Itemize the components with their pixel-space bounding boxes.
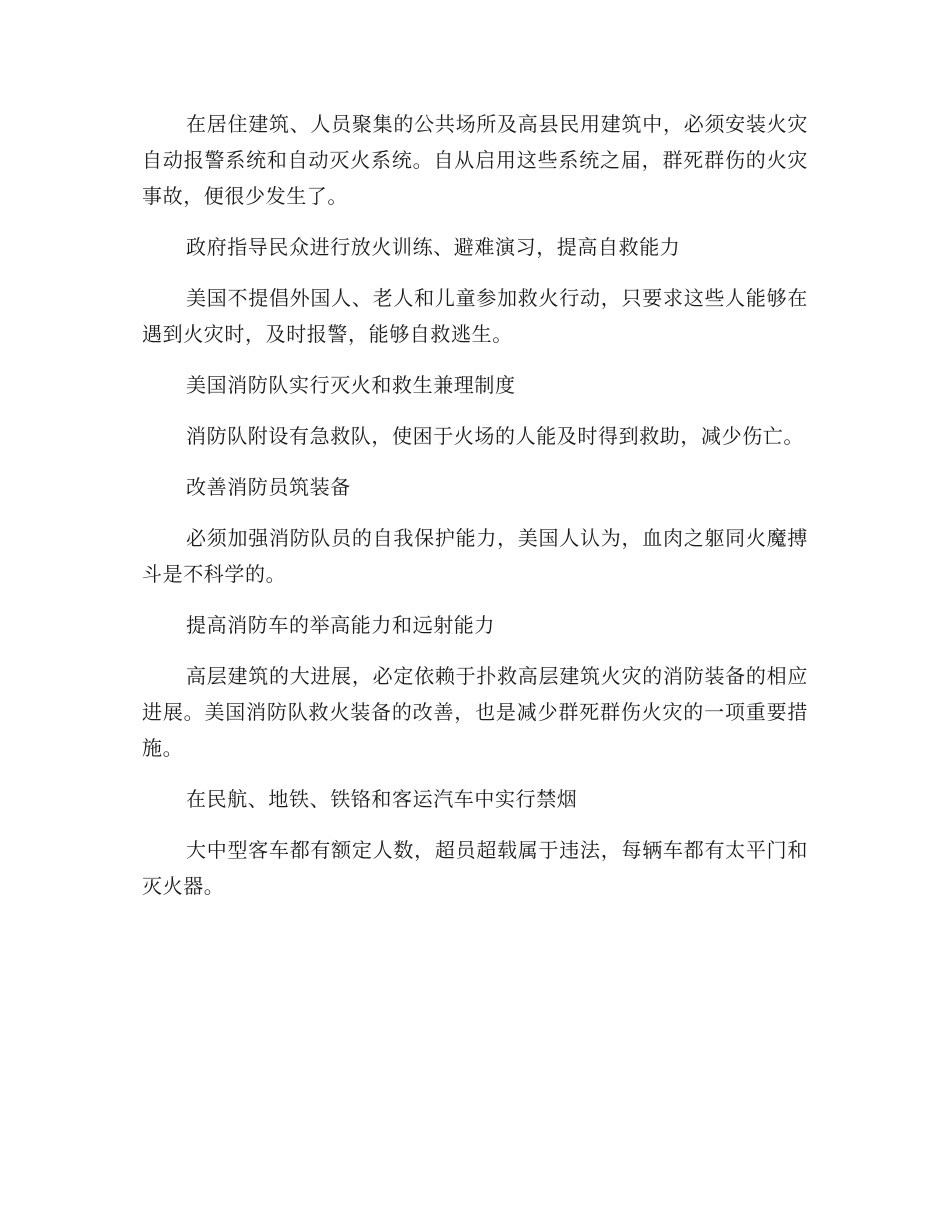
section-heading: 改善消防员筑装备 <box>186 475 351 499</box>
paragraph: 大中型客车都有额定人数，超员超载属于违法，每辆车都有太平门和灭火器。 <box>142 838 808 898</box>
section-heading: 在民航、地铁、铁铬和客运汽车中实行禁烟 <box>186 787 578 811</box>
section-heading: 政府指导民众进行放火训练、避难演习，提高自救能力 <box>186 235 681 259</box>
document-body <box>142 106 808 919</box>
paragraph: 美国不提倡外国人、老人和儿童参加救火行动，只要求这些人能够在遇到火灾时，及时报警，能够自救逃生。 <box>142 286 808 346</box>
paragraph: 必须加强消防队员的自我保护能力，美国人认为，血肉之躯同火魔搏斗是不科学的。 <box>142 526 808 586</box>
section-heading: 美国消防队实行灭火和救生兼理制度 <box>186 373 516 397</box>
section-heading: 提高消防车的举高能力和远射能力 <box>186 613 495 637</box>
paragraph: 高层建筑的大进展，必定依赖于扑救高层建筑火灾的消防装备的相应进展。美国消防队救火装备的改善，也是减少群死群伤火灾的一项重要措施。 <box>142 664 808 760</box>
paragraph: 在居住建筑、人员聚集的公共场所及高县民用建筑中，必须安装火灾自动报警系统和自动灭火系统。自从启用这些系统之届，群死群伤的火灾事故，便很少发生了。 <box>142 112 808 208</box>
paragraph: 消防队附设有急救队，使困于火场的人能及时得到救助，减少伤亡。 <box>186 424 804 448</box>
